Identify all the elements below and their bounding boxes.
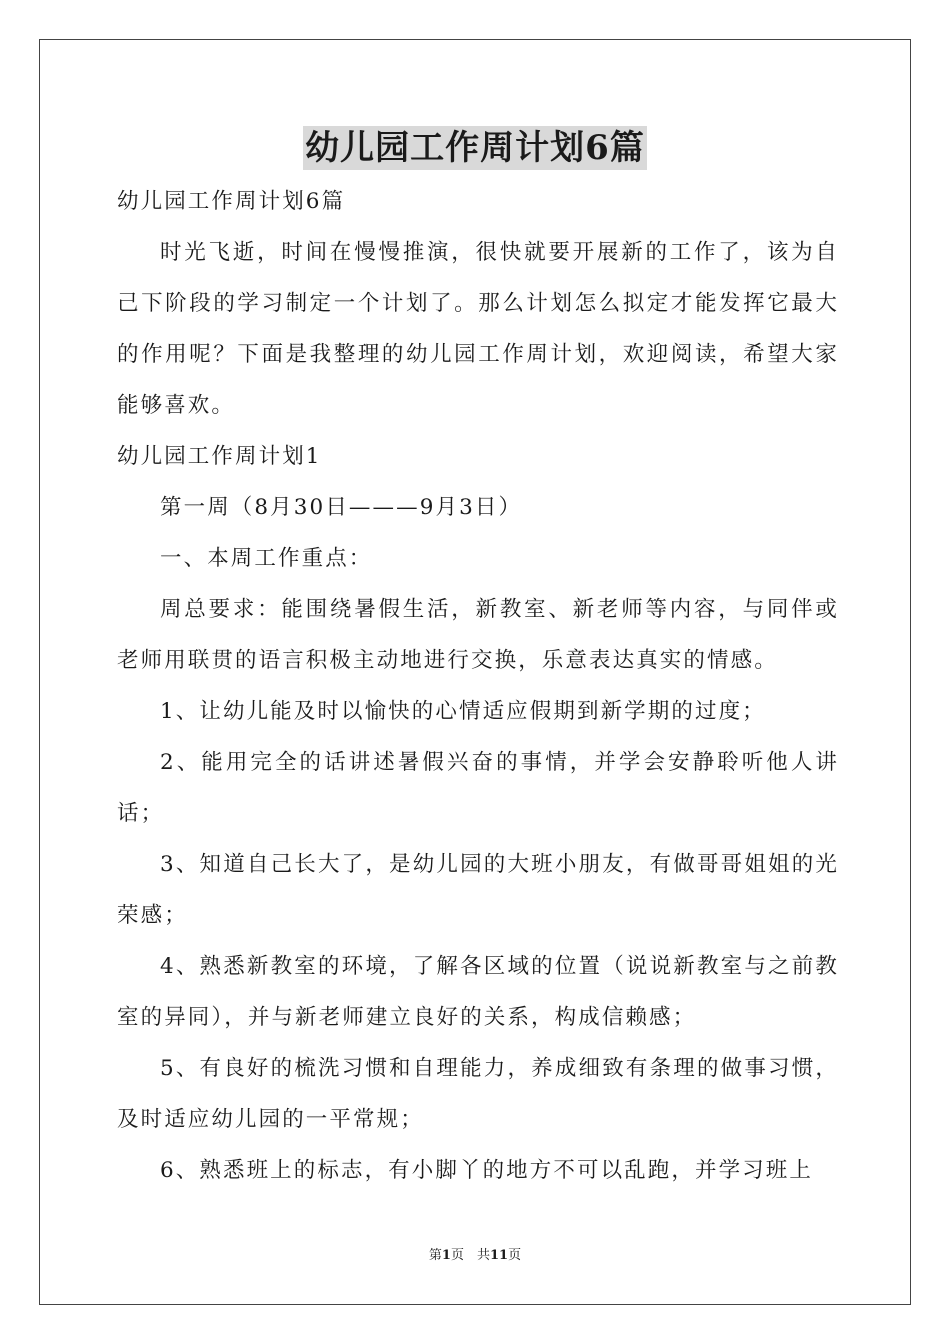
paragraph-subtitle: 幼儿园工作周计划6篇 — [117, 189, 346, 214]
document-body — [117, 176, 839, 1196]
section-heading: 幼儿园工作周计划1 — [117, 444, 322, 469]
footer-page-number: 1 — [441, 1248, 451, 1263]
paragraph-week: 第一周（8月30日———9月3日） — [160, 495, 523, 520]
document-title — [0, 126, 950, 170]
paragraph-requirements: 周总要求：能围绕暑假生活，新教室、新老师等内容，与同伴或老师用联贯的语言积极主动地进行交换，乐意表达真实的情感。 — [117, 597, 839, 673]
paragraph-intro: 时光飞逝，时间在慢慢推演，很快就要开展新的工作了，该为自己下阶段的学习制定一个计划了。那么计划怎么拟定才能发挥它最大的作用呢？下面是我整理的幼儿园工作周计划，欢迎阅读，希望大家能够喜欢。 — [117, 240, 839, 418]
list-item: 1、让幼儿能及时以愉快的心情适应假期到新学期的过度； — [160, 699, 766, 724]
page-footer — [0, 1246, 950, 1266]
document-title-text: 幼儿园工作周计划6篇 — [305, 128, 645, 168]
list-item: 3、知道自己长大了，是幼儿园的大班小朋友，有做哥哥姐姐的光荣感； — [117, 852, 839, 928]
list-item: 5、有良好的梳洗习惯和自理能力，养成细致有条理的做事习惯，及时适应幼儿园的一平常规； — [117, 1056, 839, 1132]
paragraph-focus-heading: 一、本周工作重点： — [160, 546, 373, 571]
list-item: 4、熟悉新教室的环境，了解各区域的位置（说说新教室与之前教室的异同），并与新老师建立良好的关系，构成信赖感； — [117, 954, 839, 1030]
footer-total-pages: 11 — [489, 1248, 509, 1263]
list-item: 6、熟悉班上的标志，有小脚丫的地方不可以乱跑，并学习班上 — [160, 1158, 813, 1183]
footer-suffix: 页 — [508, 1248, 522, 1263]
list-item: 2、能用完全的话讲述暑假兴奋的事情，并学会安静聆听他人讲话； — [117, 750, 839, 826]
footer-prefix: 第 — [428, 1248, 442, 1263]
footer-mid: 页 共 — [450, 1248, 490, 1263]
